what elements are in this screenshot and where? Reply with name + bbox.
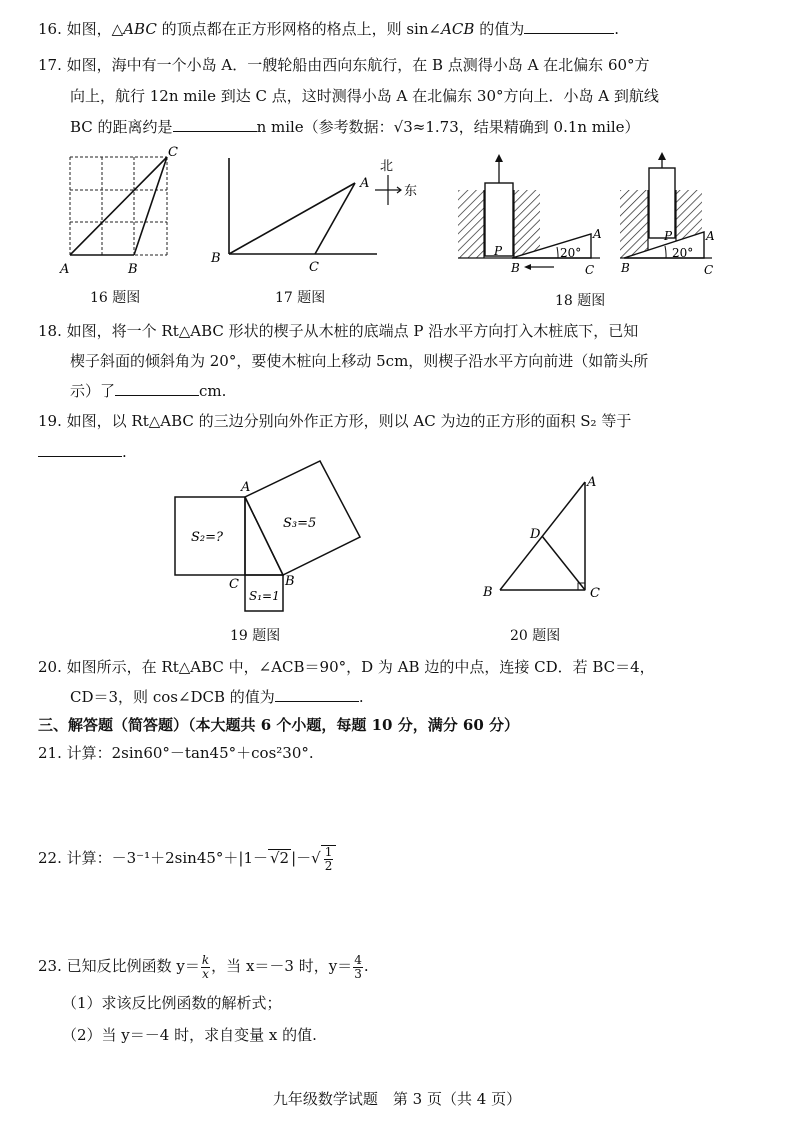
q22-line: 22. 计算：－3⁻¹＋2sin45°＋|1－ √2 |－√ $\frac{1}{2}$ [38, 843, 336, 873]
figure-17 [205, 150, 430, 280]
q21-line: 21. 计算：2sin60°－tan45°＋cos²30°. [38, 744, 314, 762]
caption-17: 17 题图 [275, 290, 326, 306]
q22-fraction: $\frac{1}{2}$ [324, 844, 333, 873]
q18-line3: 示）了 cm. [70, 382, 227, 400]
q18-line1: 18. 如图，将一个 Rt△ABC 形状的楔子从木桩的底端点 P 沿水平方向打入木桩底下，已知 [38, 322, 639, 340]
q23-part2: （2）当 y＝－4 时，求自变量 x 的值. [62, 1026, 317, 1044]
q20-line2: CD＝3，则 cos∠DCB 的值为 . [70, 688, 364, 706]
fig19-label-a: A [241, 480, 251, 495]
fig17-label-c: C [309, 260, 319, 275]
caption-19: 19 题图 [230, 628, 281, 644]
q23-four-thirds: $\frac{4}{3}$ [354, 952, 362, 981]
fig17-label-b: B [211, 251, 221, 266]
q23-part1: （1）求该反比例函数的解析式； [62, 994, 282, 1012]
q18-answer-blank [115, 381, 199, 396]
fig18b-label-b: B [621, 261, 630, 275]
q18-line2: 楔子斜面的倾斜角为 20°，要使木桩向上移动 5cm，则楔子沿水平方向前进（如箭头所 [70, 352, 649, 370]
page-footer: 九年级数学试题 第 3 页（共 4 页） [272, 1090, 522, 1108]
section-3-heading: 三、解答题（简答题）（本大题共 6 个小题，每题 10 分，满分 60 分） [38, 716, 520, 734]
figure-18 [450, 148, 730, 278]
fig17-east-label: 东 [404, 184, 418, 199]
q16-answer-blank [524, 19, 614, 34]
fig20-label-b: B [483, 585, 493, 600]
figure-20 [475, 470, 615, 610]
q20-answer-blank [275, 687, 359, 702]
fig19-s3: S₃=5 [283, 516, 317, 531]
q16-line: 16. 如图，△ABC 的顶点都在正方形网格的格点上，则 sin∠ACB 的值为 . [38, 20, 619, 38]
fig19-s2: S₂=? [191, 530, 223, 545]
fig16-label-b: B [128, 262, 138, 277]
fig18b-label-a: A [706, 229, 715, 243]
q23-k-over-x: $\frac{k}{x}$ [201, 952, 210, 981]
q22-sqrt2: √2 [270, 849, 290, 867]
fig16-label-c: C [168, 145, 178, 160]
fig19-label-c: C [229, 577, 239, 592]
fig20-label-a: A [587, 475, 597, 490]
q17-answer-blank [173, 117, 257, 132]
fig19-label-b: B [285, 574, 295, 589]
fig18a-angle: 20° [560, 246, 582, 260]
q19-line2: . [38, 441, 127, 463]
q17-line2: 向上，航行 12n mile 到达 C 点，这时测得小岛 A 在北偏东 30°方向上．小岛 A 到航线 [70, 87, 659, 105]
figure-19 [165, 455, 375, 620]
caption-20: 20 题图 [510, 628, 561, 644]
fig16-label-a: A [60, 262, 70, 277]
fig18b-label-c: C [704, 263, 714, 277]
q17-line3: BC 的距离约是 n mile（参考数据：√3≈1.73，结果精确到 0.1n mile） [70, 118, 640, 136]
fig18b-label-p: P [664, 229, 673, 243]
fig18a-label-p: P [494, 244, 503, 258]
fig17-north-label: 北 [380, 159, 394, 174]
fig17-label-a: A [360, 176, 370, 191]
fig18a-label-b: B [511, 261, 520, 275]
fig20-label-c: C [590, 586, 600, 601]
q17-line1: 17. 如图，海中有一个小岛 A．一艘轮船由西向东航行，在 B 点测得小岛 A 在北偏东 60°方 [38, 56, 650, 74]
q22-radical-sign: √ [311, 849, 321, 867]
q23-line: 23. 已知反比例函数 y＝ $\frac{k}{x}$ ，当 x＝－3 时，y＝ $\frac{4}{3}$ . [38, 952, 369, 981]
q19-answer-blank [38, 442, 122, 457]
fig18a-label-a: A [593, 227, 602, 241]
figure-16 [56, 145, 196, 280]
q19-line1: 19. 如图，以 Rt△ABC 的三边分别向外作正方形，则以 AC 为边的正方形的面积 S₂ 等于 [38, 412, 632, 430]
fig18a-label-c: C [585, 263, 595, 277]
q20-line1: 20. 如图所示，在 Rt△ABC 中，∠ACB＝90°，D 为 AB 边的中点，连接 CD．若 BC＝4， [38, 658, 655, 676]
caption-16: 16 题图 [90, 290, 141, 306]
fig18b-angle: 20° [672, 246, 694, 260]
fig20-label-d: D [530, 527, 541, 542]
fig19-s1: S₁=1 [249, 589, 280, 603]
caption-18: 18 题图 [555, 293, 606, 309]
